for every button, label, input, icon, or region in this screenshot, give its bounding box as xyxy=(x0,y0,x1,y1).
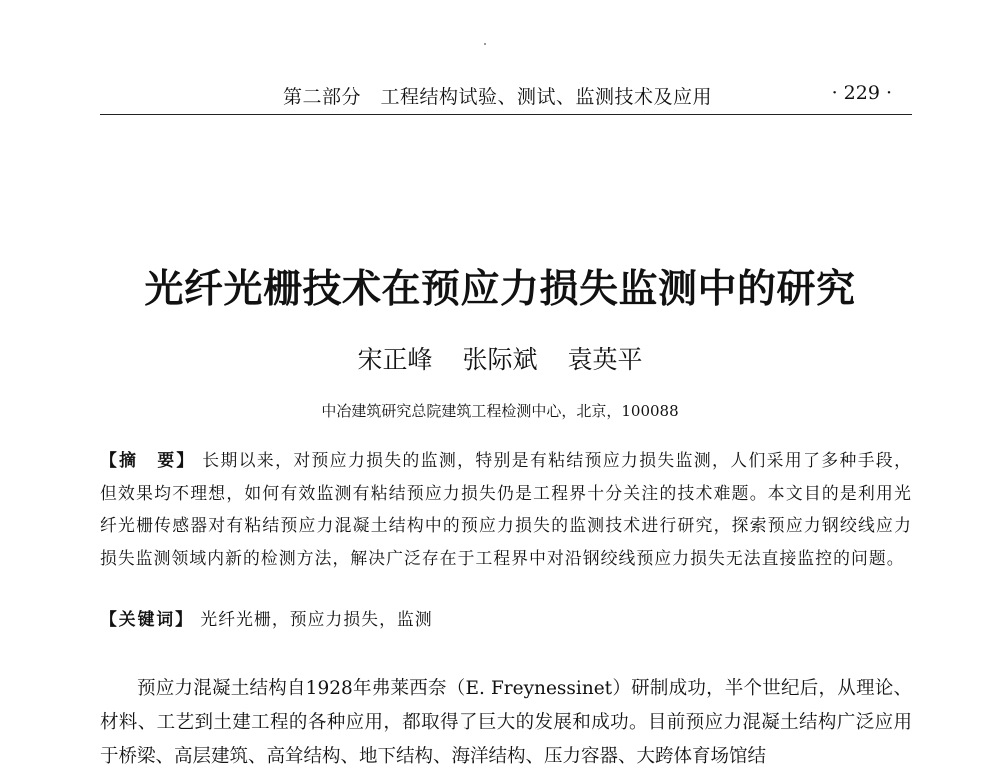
keywords-text: 光纤光栅，预应力损失，监测 xyxy=(200,609,433,629)
authors: 宋正峰 张际斌 袁英平 xyxy=(357,345,643,374)
keywords xyxy=(100,603,912,635)
scan-speck xyxy=(484,43,486,45)
page-number: · 229 · xyxy=(831,82,892,104)
running-header xyxy=(100,78,912,115)
paper-title: 光纤光栅技术在预应力损失监测中的研究 xyxy=(144,267,856,312)
abstract-label: 【摘 要】 xyxy=(100,450,196,470)
affiliation: 中冶建筑研究总院建筑工程检测中心，北京，100088 xyxy=(321,402,679,420)
section-title: 第二部分 工程结构试验、测试、监测技术及应用 xyxy=(283,86,713,108)
abstract-text: 长期以来，对预应力损失的监测，特别是有粘结预应力损失监测，人们采用了多种手段，但效果均不理想，如何有效监测有粘结预应力损失仍是工程界十分关注的技术难题。本文目的是利用光纤光栅传感器对有粘结预应力混凝土结构中的预应力损失的监测技术进行研究，探索预应力钢绞线应力损失监测领域内新的检测方法，解决广泛存在于工程界中对沿钢绞线预应力损失无法直接监控的问题。 xyxy=(100,450,912,568)
body-paragraph: 预应力混凝土结构自1928年弗莱西奈（E. Freynessinet）研制成功，半个世纪后，从理论、材料、工艺到土建工程的各种应用，都取得了巨大的发展和成功。目前预应力混凝土结构广泛应用于桥梁、高层建筑、高耸结构、地下结构、海洋结构、压力容器、大跨体育场馆结 xyxy=(100,678,912,767)
abstract xyxy=(100,444,912,574)
keywords-label: 【关键词】 xyxy=(100,609,194,629)
